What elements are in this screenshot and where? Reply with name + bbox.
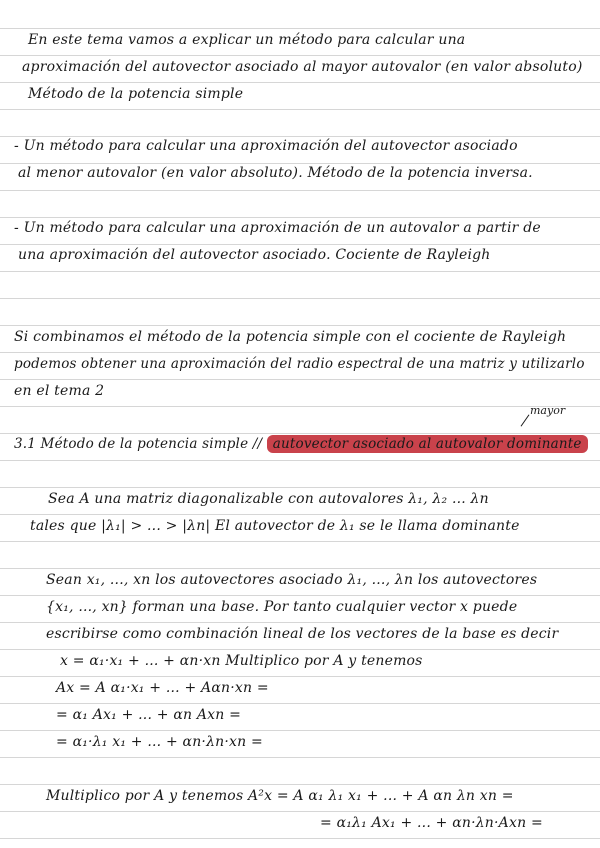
text-line: Sea A una matriz diagonalizable con autovalores λ₁, λ₂ ... λn bbox=[48, 491, 489, 507]
text-line: - Un método para calcular una aproximación del autovector asociado bbox=[14, 138, 518, 154]
annotation-stroke bbox=[521, 414, 530, 426]
section-heading bbox=[14, 434, 588, 454]
text-line: tales que |λ₁| > ... > |λn| El autovector de λ₁ se le llama dominante bbox=[30, 518, 520, 534]
formula-line: = α₁·λ₁ x₁ + ... + αn·λn·xn = bbox=[56, 734, 263, 750]
text-line: al menor autovalor (en valor absoluto). Método de la potencia inversa. bbox=[18, 165, 533, 181]
text-line: podemos obtener una aproximación del radio espectral de una matriz y utilizarlo bbox=[14, 356, 585, 372]
text-line: - Un método para calcular una aproximación de un autovalor a partir de bbox=[14, 220, 541, 236]
section-title: 3.1 Método de la potencia simple // bbox=[14, 436, 263, 452]
formula-line: = α₁ Ax₁ + ... + αn Axn = bbox=[56, 707, 242, 723]
formula-line: = α₁λ₁ Ax₁ + ... + αn·λn·Axn = bbox=[320, 815, 543, 831]
text-line: Sean x₁, ..., xn los autovectores asociado λ₁, ..., λn los autovectores bbox=[46, 572, 538, 588]
text-line: Si combinamos el método de la potencia simple con el cociente de Rayleigh bbox=[14, 329, 567, 345]
text-line: aproximación del autovector asociado al mayor autovalor (en valor absoluto) bbox=[22, 59, 583, 75]
formula-line: Multiplico por A y tenemos A²x = A α₁ λ₁ x₁ + ... + A αn λn xn = bbox=[46, 788, 514, 804]
text-line: una aproximación del autovector asociado. Cociente de Rayleigh bbox=[18, 247, 491, 263]
formula-line: x = α₁·x₁ + ... + αn·xn Multiplico por A y tenemos bbox=[60, 653, 423, 669]
formula-line: Ax = A α₁·x₁ + ... + Aαn·xn = bbox=[56, 680, 269, 696]
text-line: {x₁, ..., xn} forman una base. Por tanto cualquier vector x puede bbox=[46, 599, 518, 615]
text-line: Método de la potencia simple bbox=[28, 86, 244, 102]
text-line: en el tema 2 bbox=[14, 383, 105, 399]
text-line: escribirse como combinación lineal de los vectores de la base es decir bbox=[46, 626, 559, 642]
highlighted-phrase: autovector asociado al autovalor dominante bbox=[267, 435, 588, 453]
text-line: En este tema vamos a explicar un método para calcular una bbox=[28, 32, 466, 48]
margin-annotation: mayor bbox=[530, 404, 566, 417]
